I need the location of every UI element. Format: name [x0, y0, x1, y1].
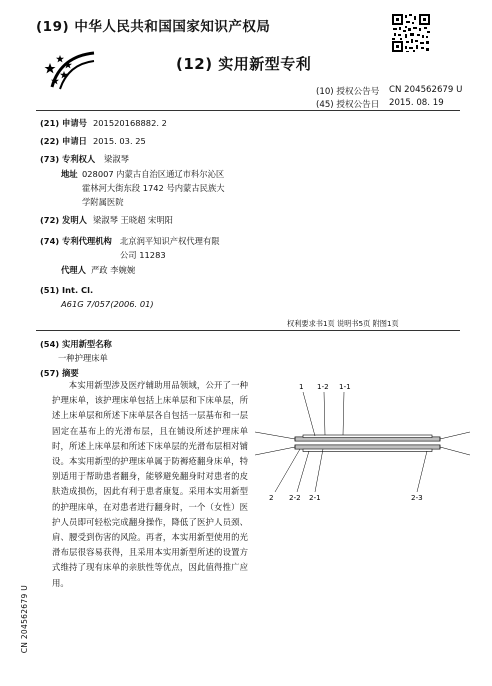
agency-line-2: 公司 11283 [120, 250, 166, 260]
agency-line-1: 北京润平知识产权代理有限 [120, 236, 220, 246]
page-counts: 权利要求书1页 说明书5页 附图1页 [287, 319, 399, 328]
pub-number-label: (10) 授权公告号 [316, 87, 380, 97]
owner: 梁淑琴 [104, 154, 129, 164]
figure-label-1-2: 1-2 [317, 382, 329, 391]
document-type: (12) 实用新型专利 [176, 55, 312, 73]
abstract-text [52, 378, 248, 591]
owner-label: (73) 专利权人 [40, 154, 96, 164]
utility-model-title: 一种护理床单 [58, 353, 108, 363]
figure-label-2-3: 2-3 [411, 493, 423, 502]
address-label: 地址 [61, 169, 78, 179]
inventors: 梁淑琴 王晓超 宋明阳 [93, 215, 173, 225]
pub-date-label: (45) 授权公告日 [316, 100, 380, 110]
figure-label-2: 2 [269, 493, 274, 502]
cnipa-stars-logo [40, 47, 96, 91]
address-line-3: 学附属医院 [82, 197, 124, 207]
figure-label-1: 1 [299, 382, 304, 391]
app-date: 2015. 03. 25 [93, 136, 146, 146]
qr-code-icon [391, 13, 431, 53]
abstract-paragraph: 本实用新型涉及医疗辅助用品领域，公开了一种护理床单，该护理床单包括上床单层和下床单层，所述上床单层和所述下床单层各自包括一层基布和一层固定在基布上的光滑布层，且在铺设所述护理床单时，所述上床单层和所述下床单层的光滑布层相对铺设。本实用新型的护理床单属于防褥疮翻身床单，特别适用于帮助患者翻身，能够避免翻身时对患者的皮肤造成损伤，因此有利于患者康复。采用本实用新型的护理床单，在对患者进行翻身时，一个（女性）医护人员即可轻松完成翻身操作，降低了医护人员颈、肩、腰受到伤害的风险。再者，本实用新型使用的光滑布层很容易获得，且采用本实用新型所述的设置方式维持了现有床单的亲肤性等优点，因此值得推广应用。 [52, 380, 248, 588]
pub-date: 2015. 08. 19 [389, 98, 444, 108]
app-no-label: (21) 申请号 [40, 118, 87, 128]
side-publication-code: CN 204562679 U [20, 585, 29, 654]
address-line-1: 028007 内蒙古自治区通辽市科尔沁区 [82, 169, 225, 179]
app-date-label: (22) 申请日 [40, 136, 87, 146]
figure-label-2-1: 2-1 [309, 493, 321, 502]
int-cl-value: A61G 7/057(2006. 01) [61, 299, 154, 309]
agent-label: 代理人 [61, 265, 86, 275]
section-divider [36, 330, 460, 331]
bed-sheet-figure [255, 374, 470, 504]
int-cl-label: (51) Int. Cl. [40, 285, 94, 295]
app-no: 201520168882. 2 [93, 118, 167, 128]
office-name: (19) 中华人民共和国国家知识产权局 [36, 19, 271, 35]
pub-number: CN 204562679 U [389, 85, 463, 95]
figure-label-1-1: 1-1 [339, 382, 351, 391]
abstract-label: (57) 摘要 [40, 368, 79, 378]
agents: 严政 李婉婉 [91, 265, 136, 275]
title-section-label: (54) 实用新型名称 [40, 339, 112, 349]
header-divider [36, 110, 460, 111]
agency-label: (74) 专利代理机构 [40, 236, 112, 246]
address-line-2: 霍林河大街东段 1742 号内蒙古民族大 [82, 183, 225, 193]
inventors-label: (72) 发明人 [40, 215, 87, 225]
figure-label-2-2: 2-2 [289, 493, 301, 502]
